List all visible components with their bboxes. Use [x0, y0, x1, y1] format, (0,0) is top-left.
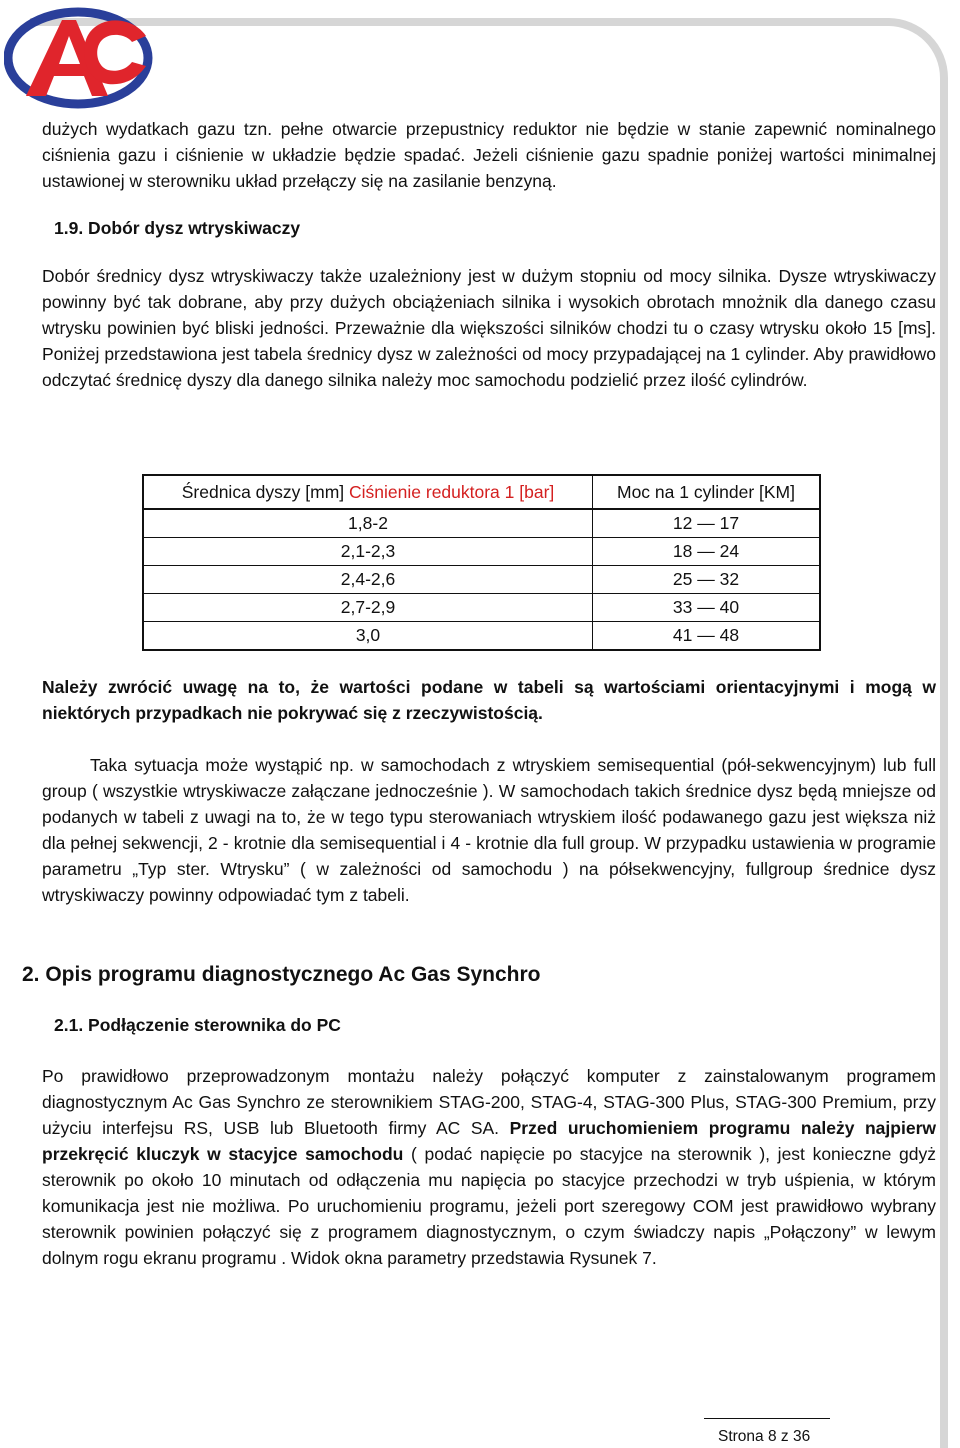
section-heading-2-1: 2.1. Podłączenie sterownika do PC — [54, 1015, 341, 1035]
table-header-power: Moc na 1 cylinder [KM] — [593, 475, 821, 509]
table-row — [143, 594, 820, 622]
table-cell-power: 25 — 32 — [593, 566, 821, 594]
ac-logo — [4, 0, 154, 112]
nozzle-diameter-table — [142, 474, 821, 651]
paragraph-pc-connection-part-1: Po prawidłowo przeprowadzonym montażu należy połączyć komputer z zainstalowanym programem diagnostycznym Ac Gas Synchro ze sterownikiem STAG-200, STAG-4, STAG-300 Plus, STAG-300 Premium, przy użyciu interfejsu RS, USB lub Bluetooth firmy AC SA. — [42, 1066, 936, 1138]
paragraph-pc-connection — [42, 1063, 936, 1271]
header-diameter-label: Średnica dyszy [mm] — [181, 481, 345, 502]
table-cell-diameter: 2,4-2,6 — [143, 566, 593, 594]
section-heading-1-9: 1.9. Dobór dysz wtryskiwaczy — [54, 218, 301, 238]
section-heading-2: 2. Opis programu diagnostycznego Ac Gas Synchro — [22, 963, 541, 986]
page-number: Strona 8 z 36 — [718, 1428, 811, 1445]
paragraph-pc-connection-part-2: ( podać napięcie po stacyjce na sterownik ), jest konieczne gdyż sterownik po około 10 minutach od odłączenia mu napięcia po stacyjce przechodzi w tryb uśpienia, w którym komunikacja jest nie możliwa. Po uruchomieniu programu, jeżeli port szeregowy COM jest prawidłowo wybrany sterownik powinien połączyć się z programem diagnostycznym, o czym świadczy napis „Połączony” w lewym dolnym rogu ekranu programu . Widok okna parametry przedstawia Rysunek 7. — [42, 1144, 936, 1268]
table-row — [143, 566, 820, 594]
table-cell-power: 12 — 17 — [593, 509, 821, 538]
table-header-diameter — [143, 475, 593, 509]
table-cell-power: 18 — 24 — [593, 538, 821, 566]
table-cell-diameter: 1,8-2 — [143, 509, 593, 538]
header-pressure-label: Ciśnienie reduktora 1 [bar] — [349, 481, 555, 502]
paragraph-semisequential — [42, 752, 936, 908]
paragraph-pc-connection-bold: Przed uruchomieniem programu należy najpierw przekręcić kluczyk w stacyjce samochodu — [42, 1118, 936, 1164]
paragraph-warning-bold: Należy zwrócić uwagę na to, że wartości podane w tabeli są wartościami orientacyjnymi i mogą w niektórych przypadkach nie pokrywać się z rzeczywistością. — [42, 677, 936, 723]
paragraph-nozzle-selection: Dobór średnicy dysz wtryskiwaczy także uzależniony jest w dużym stopniu od mocy silnika. Dysze wtryskiwaczy powinny być tak dobrane, aby przy dużych obciążeniach silnika i wysokich obrotach mnożnik dla danego czasu wtrysku powinien być bliski jedności. Przeważnie dla większości silników chodzi tu o czasy wtrysku około 15 [ms]. Poniżej przedstawiona jest tabela średnicy dysz w zależności od mocy przypadającej na 1 cylinder. Aby prawidłowo odczytać średnicę dyszy dla danego silnika należy moc samochodu podzielić przez ilość cylindrów. — [42, 266, 936, 390]
table-row — [143, 538, 820, 566]
footer-divider — [704, 1418, 830, 1419]
table-cell-power: 41 — 48 — [593, 622, 821, 651]
table-cell-power: 33 — 40 — [593, 594, 821, 622]
table-row — [143, 509, 820, 538]
table-row — [143, 622, 820, 651]
table-cell-diameter: 2,1-2,3 — [143, 538, 593, 566]
table-cell-diameter: 2,7-2,9 — [143, 594, 593, 622]
table-cell-diameter: 3,0 — [143, 622, 593, 651]
paragraph-semisequential-text: Taka sytuacja może wystąpić np. w samochodach z wtryskiem semisequential (pół-sekwencyjnym) lub full group ( wszystkie wtryskiwacze załączane jednocześnie ). W samochodach takich średnice dysz będą mniejsze od podanych w tabeli z uwagi na to, że w tego typu sterowaniach wtryskiem ilość podawanego gazu jest większa niż dla pełnej sekwencji, 2 - krotnie dla semisequential i 4 - krotnie dla full group. W przypadku ustawienia w programie parametru „Typ ster. Wtrysku” ( w zależności od samochodu ) na półsekwencyjny, fullgroup średnice dysz wtryskiwaczy powinny odpowiadać tym z tabeli. — [42, 755, 936, 905]
paragraph-fuel-pressure: dużych wydatkach gazu tzn. pełne otwarcie przepustnicy reduktor nie będzie w stanie zapewnić nominalnego ciśnienia gazu i ciśnienie w układzie będzie spadać. Jeżeli ciśnienie gazu spadnie poniżej wartości minimalnej ustawionej w sterowniku układ przełączy się na zasilanie benzyną. — [42, 119, 936, 191]
table-header-row — [143, 475, 820, 509]
